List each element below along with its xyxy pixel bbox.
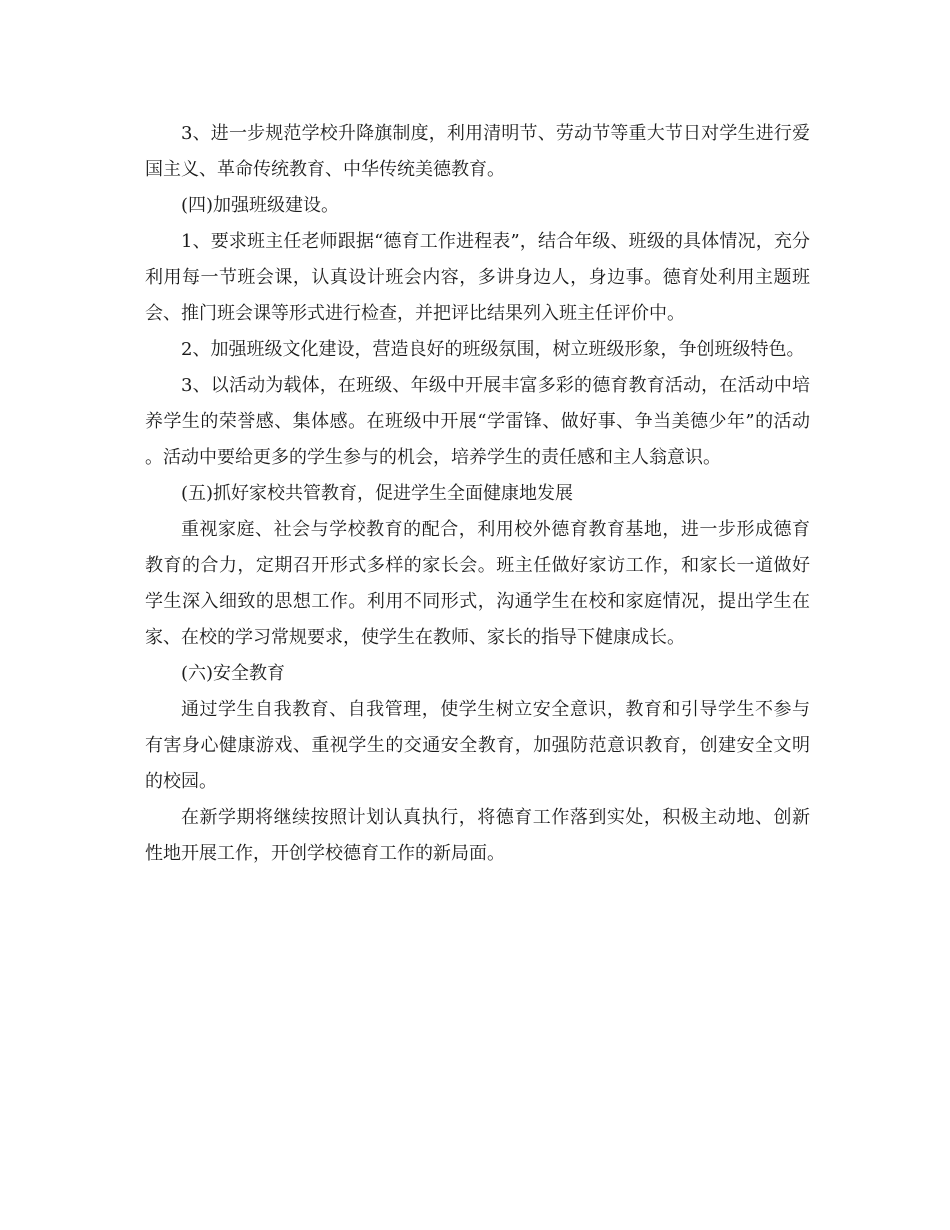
paragraph-conclusion: 在新学期将继续按照计划认真执行，将德育工作落到实处，积极主动地、创新性地开展工作，开创学校德育工作的新局面。 [145, 807, 810, 864]
paragraph-flag-ceremony: 3、进一步规范学校升降旗制度，利用清明节、劳动节等重大节日对学生进行爱国主义、革命传统教育、中华传统美德教育。 [145, 123, 810, 180]
section-heading-class-building: (四)加强班级建设。 [181, 195, 340, 216]
paragraph-home-school: 重视家庭、社会与学校教育的配合，利用校外德育教育基地，进一步形成德育教育的合力，定期召开形式多样的家长会。班主任做好家访工作，和家长一道做好学生深入细致的思想工作。利用不同形式，沟通学生在校和家庭情况，提出学生在家、在校的学习常规要求，使学生在教师、家长的指导下健康成长。 [145, 519, 810, 648]
paragraph-activities: 3、以活动为载体，在班级、年级中开展丰富多彩的德育教育活动，在活动中培养学生的荣誉感、集体感。在班级中开展“学雷锋、做好事、争当美德少年”的活动。活动中要给更多的学生参与的机会，培养学生的责任感和主人翁意识。 [145, 375, 810, 468]
document-body [145, 116, 810, 872]
paragraph-safety: 通过学生自我教育、自我管理，使学生树立安全意识，教育和引导学生不参与有害身心健康游戏、重视学生的交通安全教育，加强防范意识教育，创建安全文明的校园。 [145, 699, 810, 792]
section-heading-safety: (六)安全教育 [181, 663, 286, 684]
paragraph-class-meeting: 1、要求班主任老师跟据“德育工作进程表”，结合年级、班级的具体情况，充分利用每一节班会课，认真设计班会内容，多讲身边人，身边事。德育处利用主题班会、推门班会课等形式进行检查，并把评比结果列入班主任评价中。 [145, 231, 810, 324]
section-heading-home-school: (五)抓好家校共管教育，促进学生全面健康地发展 [181, 483, 574, 504]
paragraph-class-culture: 2、加强班级文化建设，营造良好的班级氛围，树立班级形象，争创班级特色。 [181, 339, 805, 360]
